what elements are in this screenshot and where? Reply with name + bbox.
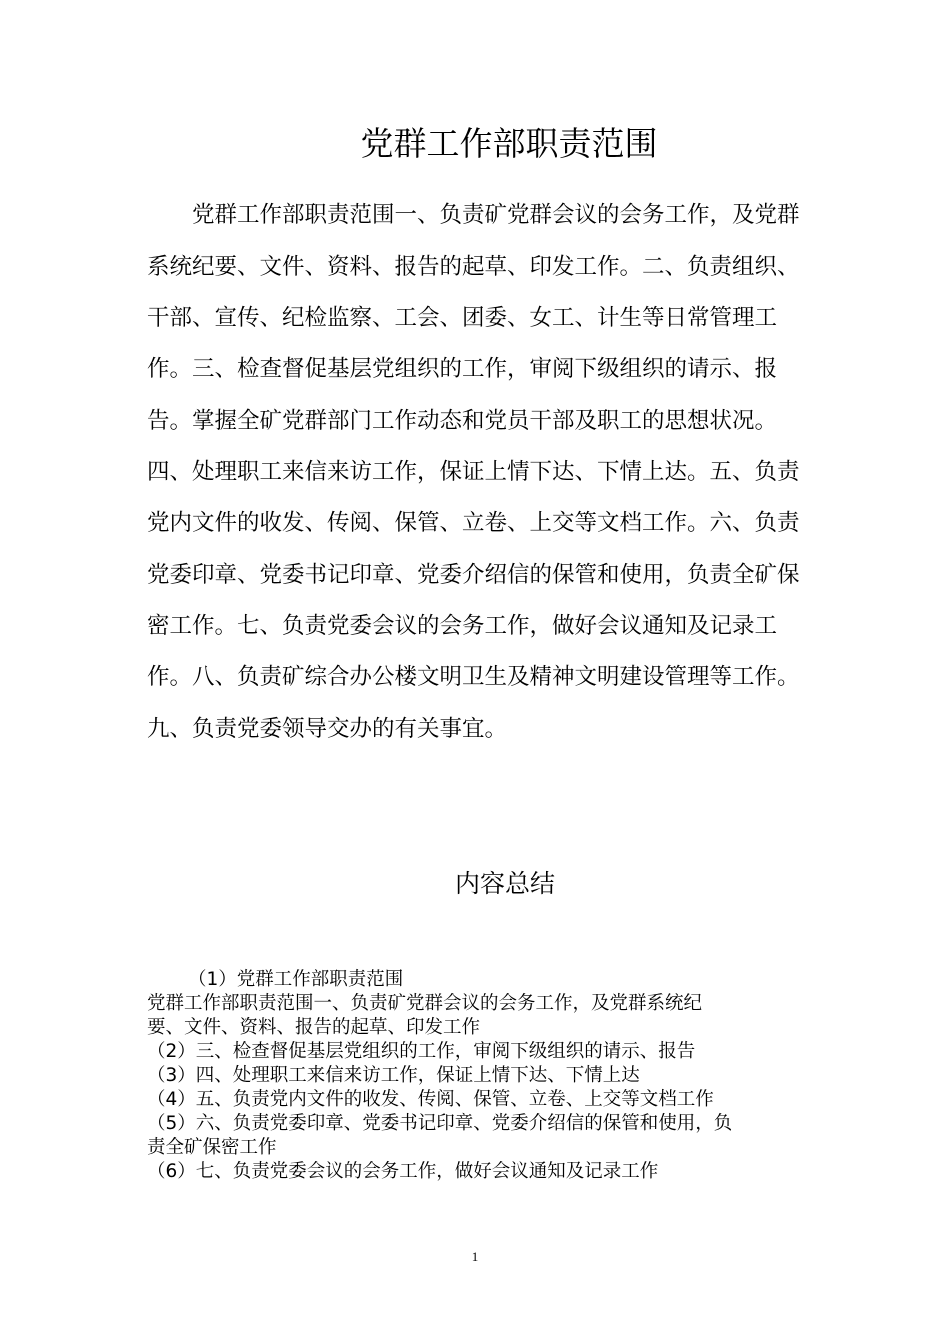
body-line-6: 四、处理职工来信来访工作，保证上情下达、下情上达。五、负责 [147, 459, 800, 485]
summary-line-5: （3）四、处理职工来信来访工作，保证上情下达、下情上达 [147, 1065, 640, 1086]
summary-line-7: （5）六、负责党委印章、党委书记印章、党委介绍信的保管和使用，负 [147, 1113, 733, 1134]
summary-line-1: （1）党群工作部职责范围 [188, 969, 404, 990]
body-line-10: 作。八、负责矿综合办公楼文明卫生及精神文明建设管理等工作。 [147, 664, 800, 690]
body-line-11: 九、负责党委领导交办的有关事宜。 [147, 716, 508, 742]
summary-title: 内容总结 [454, 869, 555, 898]
body-line-7: 党内文件的收发、传阅、保管、立卷、上交等文档工作。六、负责 [147, 510, 800, 536]
summary-line-6: （4）五、负责党内文件的收发、传阅、保管、立卷、上交等文档工作 [147, 1089, 714, 1110]
summary-line-8: 责全矿保密工作 [147, 1137, 277, 1158]
body-line-5: 告。掌握全矿党群部门工作动态和党员干部及职工的思想状况。 [147, 408, 778, 434]
page-number: 1 [471, 1249, 479, 1264]
document-title: 党群工作部职责范围 [360, 124, 658, 163]
body-line-8: 党委印章、党委书记印章、党委介绍信的保管和使用，负责全矿保 [147, 562, 800, 588]
body-line-3: 干部、宣传、纪检监察、工会、团委、女工、计生等日常管理工 [147, 305, 778, 331]
body-line-1: 党群工作部职责范围一、负责矿党群会议的会务工作，及党群 [192, 202, 800, 228]
summary-line-9: （6）七、负责党委会议的会务工作，做好会议通知及记录工作 [147, 1161, 659, 1182]
body-line-2: 系统纪要、文件、资料、报告的起草、印发工作。二、负责组织、 [147, 254, 800, 280]
body-line-4: 作。三、检查督促基层党组织的工作，审阅下级组织的请示、报 [147, 356, 778, 382]
summary-line-2: 党群工作部职责范围一、负责矿党群会议的会务工作，及党群系统纪 [147, 993, 703, 1014]
body-line-9: 密工作。七、负责党委会议的会务工作，做好会议通知及记录工 [147, 613, 778, 639]
summary-line-3: 要、文件、资料、报告的起草、印发工作 [147, 1017, 481, 1038]
summary-line-4: （2）三、检查督促基层党组织的工作，审阅下级组织的请示、报告 [147, 1041, 696, 1062]
